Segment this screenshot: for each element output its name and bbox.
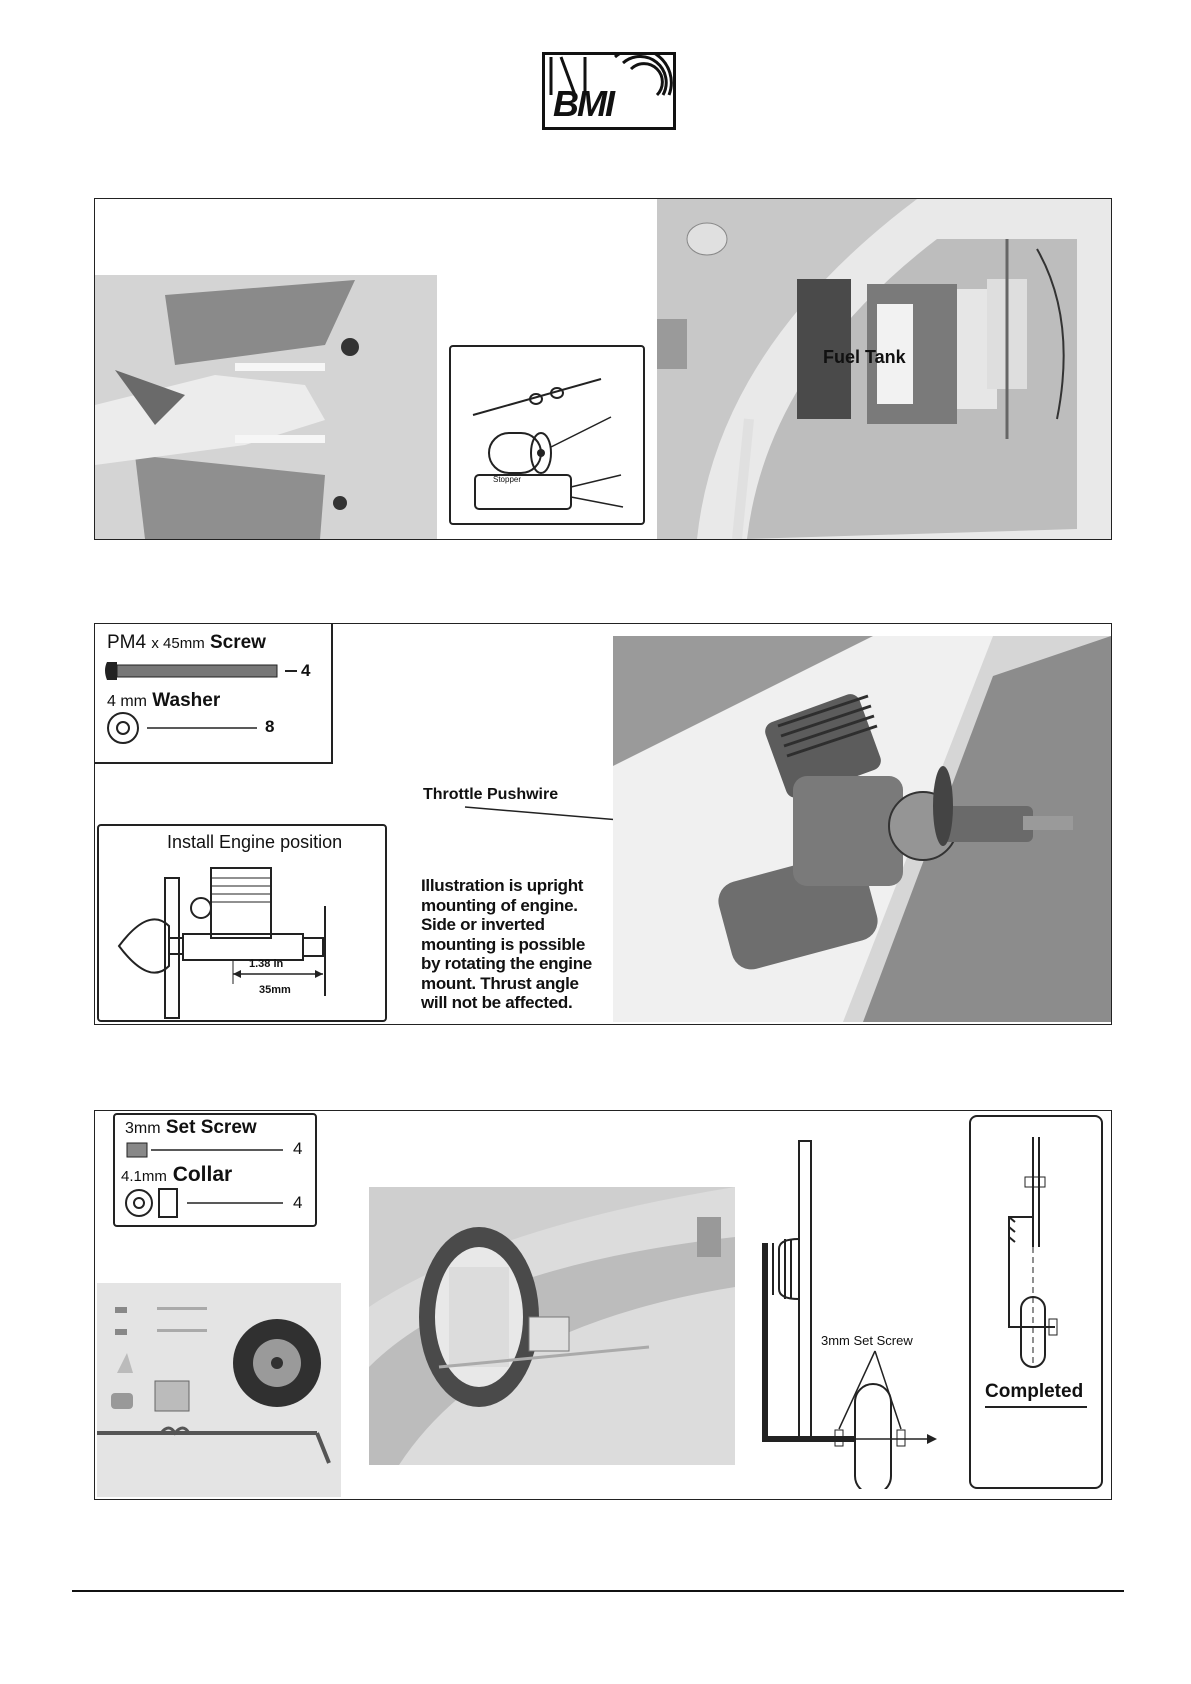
nose-gear-diagram	[755, 1139, 955, 1489]
dimension-inches: 1.38 in	[249, 958, 284, 970]
footer-divider	[72, 1590, 1124, 1592]
washer-label: 4 mm Washer	[107, 690, 221, 711]
install-engine-position-diagram	[97, 824, 387, 1022]
diagram-setscrew-label: 3mm Set Screw	[821, 1333, 913, 1348]
setscrew-label: 3mm Set Screw	[125, 1117, 257, 1138]
landing-gear-parts-photo	[97, 1283, 341, 1497]
setscrew-qty: 4	[293, 1139, 303, 1158]
dimension-mm: 35mm	[259, 984, 291, 996]
note-line: mounting is possible	[421, 934, 586, 954]
tank-label-small: Stopper	[493, 475, 522, 484]
screw-washer-hardware-box	[95, 624, 333, 764]
mounting-note	[421, 876, 592, 1013]
engine-install-panel	[94, 623, 1112, 1025]
washer-qty: 8	[265, 717, 275, 736]
fuel-tank-panel	[94, 198, 1112, 540]
tank-assembly-diagram	[449, 345, 645, 525]
note-line: Side or inverted	[421, 915, 545, 934]
throttle-pushwire-label: Throttle Pushwire	[423, 786, 559, 803]
note-line: mounting of engine.	[421, 895, 578, 915]
fuselage-photo	[95, 275, 437, 539]
completed-diagram	[969, 1115, 1103, 1489]
collar-label: 4.1mm Collar	[121, 1163, 233, 1186]
screw-label: PM4 x 45mm Screw	[107, 632, 266, 653]
landing-gear-panel	[94, 1110, 1112, 1500]
completed-label: Completed	[985, 1381, 1084, 1402]
fuel-tank-label: Fuel Tank	[823, 347, 906, 367]
nose-gear-mount-photo	[369, 1187, 735, 1465]
note-line: will not be affected.	[421, 993, 573, 1012]
collar-qty: 4	[293, 1193, 303, 1212]
note-line: Illustration is upright	[421, 876, 584, 895]
logo-text: BMI	[553, 83, 613, 124]
engine-photo	[613, 636, 1111, 1022]
note-line: mount. Thrust angle	[421, 973, 579, 993]
fuselage-interior-photo	[657, 199, 1111, 539]
setscrew-collar-hardware-box	[113, 1113, 317, 1227]
note-line: by rotating the engine	[421, 954, 592, 973]
screw-qty: 4	[301, 661, 311, 680]
install-engine-title: Install Engine position	[167, 832, 343, 852]
bmi-logo	[542, 52, 676, 130]
